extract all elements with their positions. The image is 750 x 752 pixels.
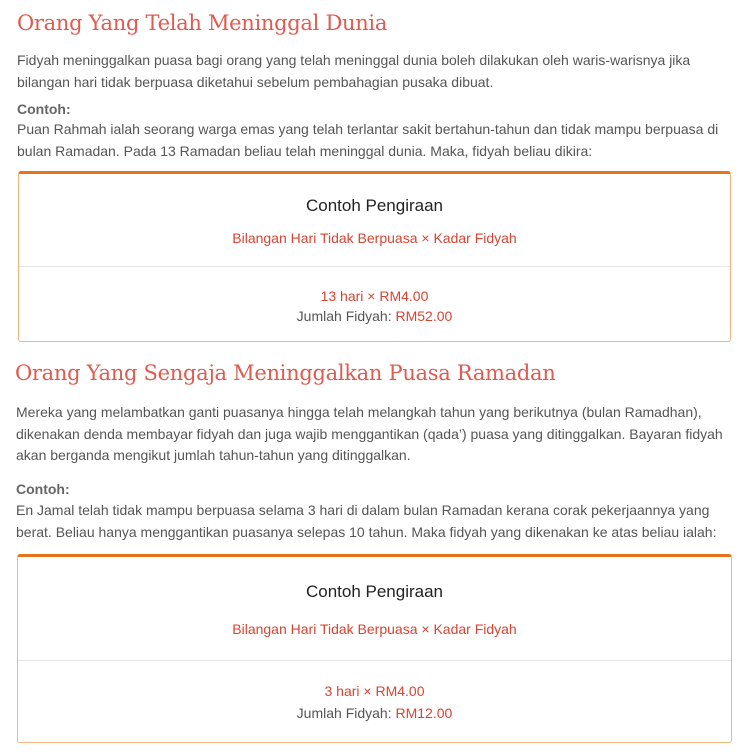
card-title: Contoh Pengiraan <box>305 196 444 215</box>
card-title: Contoh Pengiraan <box>305 582 444 601</box>
card-divider <box>19 266 730 267</box>
calculation-card <box>17 554 732 743</box>
example-label: Contoh: <box>16 481 70 497</box>
calculation-card <box>18 171 731 342</box>
example-text: Puan Rahmah ialah seorang warga emas yang telah terlantar sakit bertahun-tahun dan tidak mampu berpuasa di bulan Ramadan. Pada 13 Ramadan beliau telah meninggal dunia. Maka, fidyah beliau dikira: <box>17 121 719 159</box>
card-total <box>19 308 730 324</box>
example-text: En Jamal telah tidak mampu berpuasa selama 3 hari di dalam bulan Ramadan kerana corak pekerjaannya yang berat. Beliau hanya menggantikan puasanya selepas 10 tahun. Maka fidyah yang dikenakan ke atas beliau ialah: <box>16 502 717 540</box>
card-calculation: 13 hari × RM4.00 <box>320 288 429 304</box>
card-calculation: 3 hari × RM4.00 <box>324 683 425 699</box>
card-total-label: Jumlah Fidyah: <box>296 308 396 324</box>
card-formula: Bilangan Hari Tidak Berpuasa × Kadar Fidyah <box>232 621 517 637</box>
section-heading: Orang Yang Sengaja Meninggalkan Puasa Ramadan <box>15 361 556 385</box>
card-total-label: Jumlah Fidyah: <box>296 705 396 721</box>
example-label: Contoh: <box>17 101 71 117</box>
card-total-value: RM12.00 <box>395 705 453 721</box>
section-intro: Fidyah meninggalkan puasa bagi orang yang telah meninggal dunia boleh dilakukan oleh waris-warisnya jika bilangan hari tidak berpuasa diketahui sebelum pembahagian pusaka dibuat. <box>17 52 691 90</box>
section-intro: Mereka yang melambatkan ganti puasanya hingga telah melangkah tahun yang berikutnya (bulan Ramadhan), dikenakan denda membayar fidyah dan juga wajib menggantikan (qada’) puasa yang ditinggalkan. Bayaran fidyah akan berganda mengikut jumlah tahun-tahun yang ditinggalkan. <box>16 404 723 463</box>
card-total-value: RM52.00 <box>395 308 453 324</box>
card-total <box>18 705 731 721</box>
card-divider <box>18 660 731 661</box>
card-formula: Bilangan Hari Tidak Berpuasa × Kadar Fidyah <box>232 230 517 246</box>
section-heading: Orang Yang Telah Meninggal Dunia <box>17 11 388 35</box>
